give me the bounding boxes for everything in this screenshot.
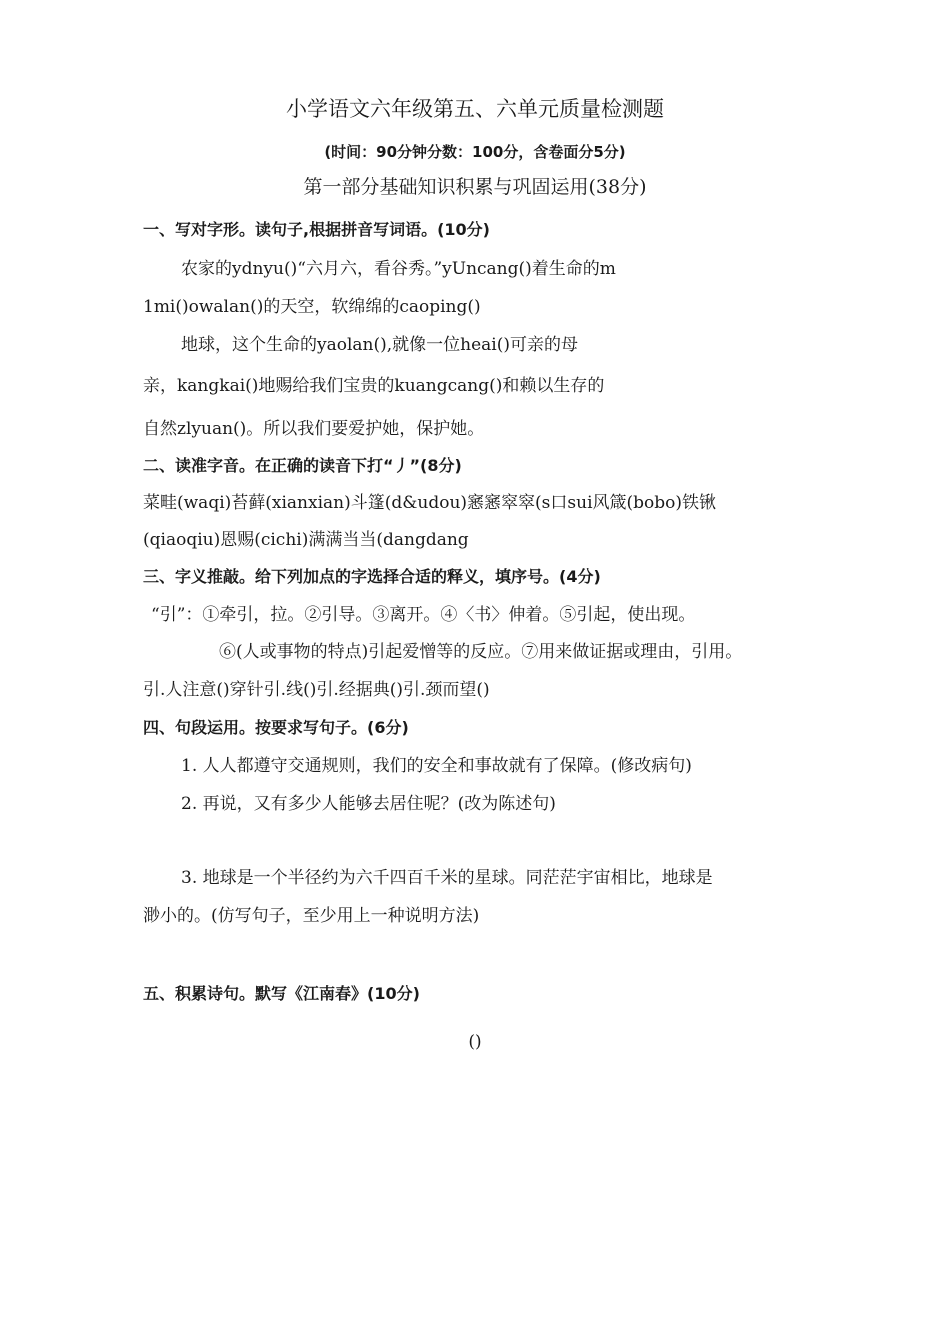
page-title: 小学语文六年级第五、六单元质量检测题 — [286, 97, 664, 121]
section-5-line: () — [468, 1032, 482, 1052]
section-1-line: 亲，kangkai()地赐给我们宝贵的kuangcang()和赖以生存的 — [143, 376, 605, 396]
section-2-heading: 二、读准字音。在正确的读音下打“丿”(8分) — [143, 456, 462, 475]
section-4-line: 渺小的。(仿写句子，至少用上一种说明方法) — [143, 906, 480, 926]
section-4-line: 2. 再说，又有多少人能够去居住呢？(改为陈述句) — [181, 794, 556, 814]
section-3-heading: 三、字义推敲。给下列加点的字选择合适的释义，填序号。(4分) — [143, 567, 601, 586]
section-1-line: 地球，这个生命的yaolan(),就像一位heai()可亲的母 — [181, 335, 579, 355]
section-4-line: 3. 地球是一个半径约为六千四百千米的星球。同茫茫宇宙相比，地球是 — [181, 868, 713, 888]
section-1-line: 农家的ydnyu()“六月六，看谷秀。”yUncang()着生命的m — [181, 259, 616, 279]
exam-info: (时间：90分钟分数：100分，含卷面分5分) — [324, 143, 626, 161]
section-3-line: 引.人注意()穿针引.线()引.经据典()引.颈而望() — [143, 680, 490, 700]
section-2-line: (qiaoqiu)恩赐(cichi)满满当当(dangdang — [143, 530, 469, 550]
section-2-line: 菜畦(waqi)苔藓(xianxian)斗篷(d&udou)窸窸窣窣(s口sui风箴(bobo)铁锹 — [143, 493, 717, 513]
part-title: 第一部分基础知识积累与巩固运用(38分) — [303, 176, 647, 198]
section-3-line: “引”：①牵引，拉。②引导。③离开。④〈书〉伸着。⑤引起，使出现。 — [151, 605, 696, 625]
section-5-heading: 五、积累诗句。默写《江南春》(10分) — [143, 984, 420, 1003]
section-4-heading: 四、句段运用。按要求写句子。(6分) — [143, 718, 409, 737]
section-3-line: ⑥(人或事物的特点)引起爱憎等的反应。⑦用来做证据或理由，引用。 — [219, 642, 743, 662]
section-4-line: 1. 人人都遵守交通规则，我们的安全和事故就有了保障。(修改病句) — [181, 756, 692, 776]
section-1-line: 1mi()owalan()的天空，软绵绵的caoping() — [143, 297, 481, 317]
section-1-heading: 一、写对字形。读句子,根据拼音写词语。(10分) — [143, 220, 490, 239]
section-1-line: 自然zlyuan()。所以我们要爱护她，保护她。 — [143, 419, 485, 439]
